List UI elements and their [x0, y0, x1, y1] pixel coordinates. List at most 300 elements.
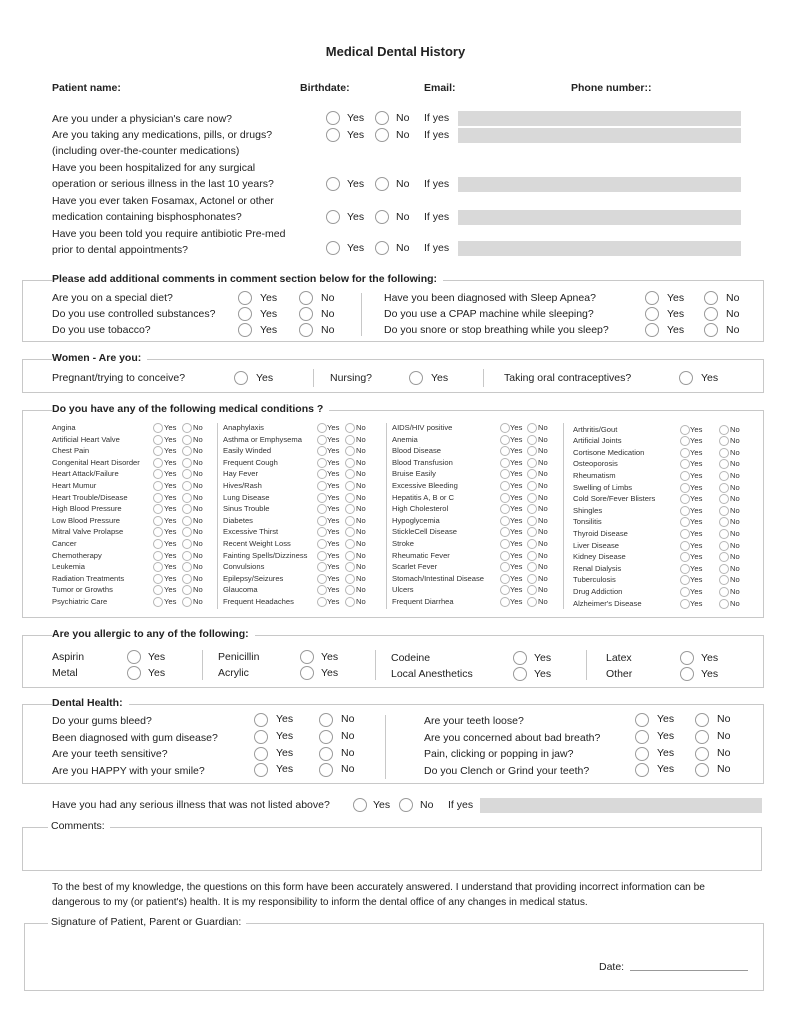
disclaimer-text: To the best of my knowledge, the questions on this form have been accurately answered. I understand that providing incorrect information can be dangerous to my (or patient's) health. It is my responsibility to inform the dental office of any changes in medical status.: [52, 882, 705, 908]
yes-radio[interactable]: [317, 516, 327, 526]
no-radio[interactable]: [345, 423, 355, 433]
no-radio[interactable]: [695, 713, 709, 727]
yes-label: Yes: [327, 446, 340, 456]
no-radio[interactable]: [345, 458, 355, 468]
yes-radio[interactable]: [254, 730, 268, 744]
yes-radio[interactable]: [513, 651, 527, 665]
yes-radio[interactable]: [317, 539, 327, 549]
yes-radio[interactable]: [317, 458, 327, 468]
yes-label: Yes: [690, 563, 703, 573]
yes-radio[interactable]: [254, 713, 268, 727]
no-radio[interactable]: [299, 323, 313, 337]
yes-label: Yes: [510, 492, 523, 502]
no-label: No: [538, 492, 548, 502]
yes-label: Yes: [164, 550, 177, 560]
yes-radio[interactable]: [680, 483, 690, 493]
yes-radio[interactable]: [317, 597, 327, 607]
yes-radio[interactable]: [680, 564, 690, 574]
yes-label: Yes: [657, 730, 675, 742]
yes-radio[interactable]: [409, 371, 423, 385]
no-label: No: [538, 573, 548, 583]
yes-radio[interactable]: [153, 574, 163, 584]
question-text: Been diagnosed with gum disease?: [52, 732, 218, 744]
yes-radio[interactable]: [680, 448, 690, 458]
if-yes-details-field[interactable]: [458, 210, 741, 225]
question-text: Pregnant/trying to conceive?: [52, 372, 186, 384]
form-title: Medical Dental History: [325, 44, 466, 59]
yes-radio[interactable]: [635, 730, 649, 744]
no-label: No: [341, 747, 355, 759]
no-radio[interactable]: [345, 597, 355, 607]
birthdate-label: Birthdate:: [300, 82, 350, 94]
yes-radio[interactable]: [153, 597, 163, 607]
yes-label: Yes: [667, 324, 685, 336]
divider: [563, 423, 564, 609]
condition-label: Frequent Diarrhea: [392, 597, 454, 606]
yes-radio[interactable]: [645, 323, 659, 337]
no-label: No: [356, 457, 366, 467]
condition-label: Hay Fever: [223, 469, 259, 479]
yes-radio[interactable]: [513, 667, 527, 681]
no-radio[interactable]: [719, 506, 729, 516]
signature-label: Signature of Patient, Parent or Guardian:: [48, 916, 246, 928]
condition-label: Liver Disease: [573, 540, 620, 550]
no-radio[interactable]: [719, 541, 729, 551]
allergy-label: Acrylic: [218, 667, 249, 679]
yes-label: Yes: [510, 539, 523, 548]
yes-radio[interactable]: [300, 650, 314, 664]
no-radio[interactable]: [182, 574, 192, 584]
question-text: Do you use tobacco?: [52, 324, 151, 336]
no-label: No: [538, 585, 548, 595]
yes-label: Yes: [164, 597, 177, 606]
yes-radio[interactable]: [238, 323, 252, 337]
no-label: No: [730, 563, 740, 573]
yes-label: Yes: [164, 434, 177, 444]
yes-radio[interactable]: [127, 650, 141, 664]
condition-label: Fainting Spells/Dizziness: [223, 550, 308, 560]
no-label: No: [356, 585, 366, 595]
yes-radio[interactable]: [153, 435, 163, 445]
no-radio[interactable]: [375, 111, 389, 125]
yes-label: Yes: [690, 598, 703, 608]
date-label: Date:: [599, 961, 625, 973]
yes-radio[interactable]: [317, 435, 327, 445]
no-label: No: [538, 527, 548, 537]
if-yes-label: If yes: [448, 799, 474, 811]
yes-radio[interactable]: [500, 551, 510, 561]
divider: [375, 650, 376, 680]
no-label: No: [356, 573, 366, 583]
yes-radio[interactable]: [680, 541, 690, 551]
no-label: No: [193, 585, 203, 595]
condition-label: Rheumatic Fever: [392, 550, 450, 560]
yes-label: Yes: [327, 423, 340, 432]
if-yes-details-field[interactable]: [458, 177, 741, 192]
condition-label: Sinus Trouble: [223, 504, 270, 514]
yes-radio[interactable]: [635, 713, 649, 727]
yes-radio[interactable]: [500, 597, 510, 607]
no-radio[interactable]: [719, 448, 729, 458]
condition-label: Tonsilitis: [573, 517, 602, 527]
yes-label: Yes: [164, 423, 177, 432]
condition-label: Anemia: [392, 434, 418, 444]
condition-label: Recent Weight Loss: [223, 539, 291, 548]
yes-label: Yes: [510, 481, 523, 490]
yes-radio[interactable]: [234, 371, 248, 385]
no-label: No: [730, 586, 740, 596]
condition-label: Epilepsy/Seizures: [223, 573, 284, 583]
no-radio[interactable]: [719, 483, 729, 493]
no-label: No: [538, 434, 548, 444]
yes-radio[interactable]: [500, 435, 510, 445]
yes-radio[interactable]: [153, 423, 163, 433]
no-label: No: [717, 713, 731, 725]
yes-radio[interactable]: [500, 481, 510, 491]
condition-label: Heart Attack/Failure: [52, 469, 119, 479]
no-label: No: [321, 324, 335, 336]
no-radio[interactable]: [695, 763, 709, 777]
yes-radio[interactable]: [326, 177, 340, 191]
no-radio[interactable]: [527, 493, 537, 503]
yes-label: Yes: [690, 552, 703, 562]
yes-radio[interactable]: [680, 529, 690, 539]
yes-radio[interactable]: [326, 210, 340, 224]
condition-label: Bruise Easily: [392, 469, 436, 479]
question-text: Are your teeth loose?: [424, 715, 524, 727]
question-text: prior to dental appointments?: [52, 244, 189, 257]
condition-label: Cancer: [52, 539, 77, 548]
no-radio[interactable]: [345, 516, 355, 526]
no-label: No: [538, 515, 548, 525]
if-yes-details-field[interactable]: [458, 128, 741, 143]
no-label: No: [193, 504, 203, 514]
serious-illness-details-field[interactable]: [480, 798, 762, 813]
yes-radio[interactable]: [326, 111, 340, 125]
no-radio[interactable]: [319, 763, 333, 777]
yes-label: Yes: [164, 492, 177, 502]
yes-radio[interactable]: [680, 587, 690, 597]
yes-label: Yes: [510, 446, 523, 456]
no-label: No: [396, 112, 410, 124]
no-radio[interactable]: [527, 458, 537, 468]
condition-label: Radiation Treatments: [52, 573, 125, 583]
question-text: (including over-the-counter medications): [52, 145, 240, 158]
yes-radio[interactable]: [680, 471, 690, 481]
condition-label: Psychiatric Care: [52, 597, 108, 606]
divider: [586, 650, 587, 680]
yes-radio[interactable]: [317, 574, 327, 584]
no-radio[interactable]: [695, 730, 709, 744]
signature-field[interactable]: [24, 923, 764, 991]
question-text: Are you on a special diet?: [52, 292, 173, 304]
condition-label: Tuberculosis: [573, 575, 616, 585]
yes-label: Yes: [510, 434, 523, 444]
yes-label: Yes: [510, 469, 523, 479]
no-label: No: [341, 713, 355, 725]
no-label: No: [726, 324, 740, 336]
no-label: No: [717, 730, 731, 742]
yes-radio[interactable]: [500, 423, 510, 433]
yes-radio[interactable]: [635, 763, 649, 777]
yes-radio[interactable]: [317, 423, 327, 433]
serious-illness-no-radio[interactable]: [399, 798, 413, 812]
no-radio[interactable]: [345, 539, 355, 549]
yes-label: Yes: [510, 504, 523, 514]
no-radio[interactable]: [527, 423, 537, 433]
no-radio[interactable]: [704, 307, 718, 321]
no-label: No: [730, 517, 740, 527]
if-yes-details-field[interactable]: [458, 111, 741, 126]
yes-label: Yes: [276, 713, 294, 725]
no-label: No: [538, 539, 548, 548]
yes-radio[interactable]: [153, 493, 163, 503]
no-radio[interactable]: [375, 128, 389, 142]
no-radio[interactable]: [182, 551, 192, 561]
yes-radio[interactable]: [680, 599, 690, 609]
if-yes-details-field[interactable]: [458, 241, 741, 256]
yes-label: Yes: [347, 112, 365, 124]
no-radio[interactable]: [182, 516, 192, 526]
no-radio[interactable]: [695, 747, 709, 761]
no-radio[interactable]: [375, 241, 389, 255]
no-radio[interactable]: [704, 323, 718, 337]
question-text: Are your teeth sensitive?: [52, 748, 168, 760]
dental-section-title: Dental Health:: [52, 697, 129, 709]
yes-label: Yes: [690, 447, 703, 457]
yes-label: Yes: [148, 651, 166, 663]
condition-label: Shingles: [573, 505, 603, 515]
no-radio[interactable]: [319, 713, 333, 727]
no-radio[interactable]: [182, 435, 192, 445]
yes-label: Yes: [690, 528, 703, 538]
yes-radio[interactable]: [317, 493, 327, 503]
yes-label: Yes: [327, 515, 340, 525]
no-radio[interactable]: [345, 493, 355, 503]
no-radio[interactable]: [527, 574, 537, 584]
date-field[interactable]: [630, 970, 748, 971]
yes-radio[interactable]: [500, 516, 510, 526]
yes-radio[interactable]: [153, 539, 163, 549]
yes-radio[interactable]: [680, 667, 694, 681]
question-text: Have you been hospitalized for any surgical: [52, 162, 256, 174]
condition-label: AIDS/HIV positive: [392, 423, 453, 432]
yes-label: Yes: [690, 517, 703, 527]
yes-radio[interactable]: [317, 551, 327, 561]
no-radio[interactable]: [319, 730, 333, 744]
yes-label: Yes: [260, 308, 278, 320]
no-radio[interactable]: [345, 551, 355, 561]
condition-label: Convulsions: [223, 562, 265, 572]
no-label: No: [356, 481, 366, 490]
yes-label: Yes: [534, 668, 552, 680]
no-radio[interactable]: [527, 539, 537, 549]
yes-label: Yes: [690, 505, 703, 515]
no-radio[interactable]: [719, 529, 729, 539]
no-label: No: [356, 469, 366, 479]
no-radio[interactable]: [182, 539, 192, 549]
yes-label: Yes: [327, 527, 340, 537]
serious-illness-yes-radio[interactable]: [353, 798, 367, 812]
no-label: No: [730, 494, 740, 504]
no-radio[interactable]: [375, 177, 389, 191]
no-radio[interactable]: [719, 471, 729, 481]
condition-label: Kidney Disease: [573, 552, 626, 562]
no-radio[interactable]: [704, 291, 718, 305]
yes-radio[interactable]: [645, 291, 659, 305]
yes-label: Yes: [327, 457, 340, 467]
no-label: No: [341, 763, 355, 775]
comments-field[interactable]: [22, 827, 762, 871]
yes-label: Yes: [327, 550, 340, 560]
yes-label: Yes: [164, 573, 177, 583]
no-radio[interactable]: [182, 423, 192, 433]
yes-radio[interactable]: [317, 481, 327, 491]
yes-label: Yes: [164, 539, 177, 548]
no-label: No: [538, 550, 548, 560]
no-radio[interactable]: [719, 564, 729, 574]
no-radio[interactable]: [182, 493, 192, 503]
yes-radio[interactable]: [153, 551, 163, 561]
yes-label: Yes: [701, 652, 719, 664]
divider: [202, 650, 203, 680]
no-radio[interactable]: [299, 291, 313, 305]
yes-radio[interactable]: [679, 371, 693, 385]
yes-radio[interactable]: [153, 516, 163, 526]
no-label: No: [321, 292, 335, 304]
condition-label: Easily Winded: [223, 446, 272, 456]
no-label: No: [341, 730, 355, 742]
yes-label: Yes: [327, 573, 340, 583]
yes-radio[interactable]: [153, 458, 163, 468]
yes-label: Yes: [164, 585, 177, 595]
no-label: No: [730, 540, 740, 550]
no-radio[interactable]: [527, 551, 537, 561]
yes-radio[interactable]: [127, 666, 141, 680]
yes-radio[interactable]: [680, 651, 694, 665]
if-yes-label: If yes: [424, 242, 450, 254]
no-label: No: [193, 446, 203, 456]
condition-label: Leukemia: [52, 562, 85, 572]
yes-label: Yes: [327, 539, 340, 548]
condition-label: Cortisone Medication: [573, 447, 645, 457]
yes-label: Yes: [327, 481, 340, 490]
yes-label: Yes: [373, 799, 391, 811]
no-radio[interactable]: [345, 481, 355, 491]
yes-radio[interactable]: [326, 128, 340, 142]
no-label: No: [193, 481, 203, 490]
yes-radio[interactable]: [500, 458, 510, 468]
divider: [386, 423, 387, 609]
yes-label: Yes: [164, 562, 177, 572]
question-text: Have you been told you require antibiotic Pre-med: [52, 228, 286, 240]
condition-label: Artificial Joints: [573, 436, 622, 446]
no-radio[interactable]: [527, 435, 537, 445]
question-text: Do you use controlled substances?: [52, 308, 216, 320]
yes-label: Yes: [690, 482, 703, 492]
no-radio[interactable]: [182, 597, 192, 607]
yes-radio[interactable]: [153, 481, 163, 491]
yes-radio[interactable]: [500, 574, 510, 584]
yes-radio[interactable]: [680, 425, 690, 435]
yes-radio[interactable]: [500, 493, 510, 503]
yes-label: Yes: [657, 763, 675, 775]
condition-label: Ulcers: [392, 585, 414, 595]
allergy-label: Latex: [606, 652, 632, 664]
yes-radio[interactable]: [254, 763, 268, 777]
yes-radio[interactable]: [645, 307, 659, 321]
no-label: No: [717, 747, 731, 759]
yes-label: Yes: [164, 515, 177, 525]
if-yes-label: If yes: [424, 129, 450, 141]
no-label: No: [356, 597, 366, 606]
no-label: No: [730, 424, 740, 434]
condition-label: Osteoporosis: [573, 459, 618, 469]
yes-radio[interactable]: [238, 307, 252, 321]
no-radio[interactable]: [319, 747, 333, 761]
no-label: No: [193, 492, 203, 502]
no-label: No: [730, 482, 740, 492]
yes-radio[interactable]: [326, 241, 340, 255]
no-radio[interactable]: [345, 574, 355, 584]
yes-label: Yes: [321, 651, 339, 663]
allergy-label: Metal: [52, 667, 78, 679]
no-label: No: [538, 481, 548, 490]
no-label: No: [356, 539, 366, 548]
no-radio[interactable]: [719, 599, 729, 609]
yes-radio[interactable]: [300, 666, 314, 680]
yes-label: Yes: [164, 457, 177, 467]
condition-label: Excessive Bleeding: [392, 481, 458, 490]
no-label: No: [420, 799, 434, 811]
no-label: No: [193, 469, 203, 479]
comments-label: Comments:: [48, 820, 110, 832]
yes-radio[interactable]: [635, 747, 649, 761]
condition-label: Artificial Heart Valve: [52, 434, 120, 444]
yes-radio[interactable]: [254, 747, 268, 761]
no-radio[interactable]: [719, 587, 729, 597]
no-radio[interactable]: [375, 210, 389, 224]
no-radio[interactable]: [527, 597, 537, 607]
divider: [217, 423, 218, 609]
no-label: No: [193, 597, 203, 606]
yes-label: Yes: [510, 527, 523, 537]
no-radio[interactable]: [182, 481, 192, 491]
question-text: Do you Clench or Grind your teeth?: [424, 765, 590, 777]
condition-label: Alzheimer's Disease: [573, 598, 642, 608]
yes-label: Yes: [260, 292, 278, 304]
no-radio[interactable]: [299, 307, 313, 321]
yes-label: Yes: [347, 242, 365, 254]
yes-radio[interactable]: [680, 506, 690, 516]
no-label: No: [356, 550, 366, 560]
yes-radio[interactable]: [238, 291, 252, 305]
no-label: No: [321, 308, 335, 320]
no-label: No: [193, 515, 203, 525]
no-radio[interactable]: [719, 425, 729, 435]
no-radio[interactable]: [527, 481, 537, 491]
yes-label: Yes: [347, 211, 365, 223]
no-radio[interactable]: [527, 516, 537, 526]
yes-radio[interactable]: [500, 539, 510, 549]
yes-label: Yes: [327, 597, 340, 606]
yes-label: Yes: [690, 470, 703, 480]
no-radio[interactable]: [182, 458, 192, 468]
no-label: No: [356, 527, 366, 537]
no-label: No: [356, 434, 366, 444]
no-radio[interactable]: [345, 435, 355, 445]
yes-label: Yes: [164, 481, 177, 490]
